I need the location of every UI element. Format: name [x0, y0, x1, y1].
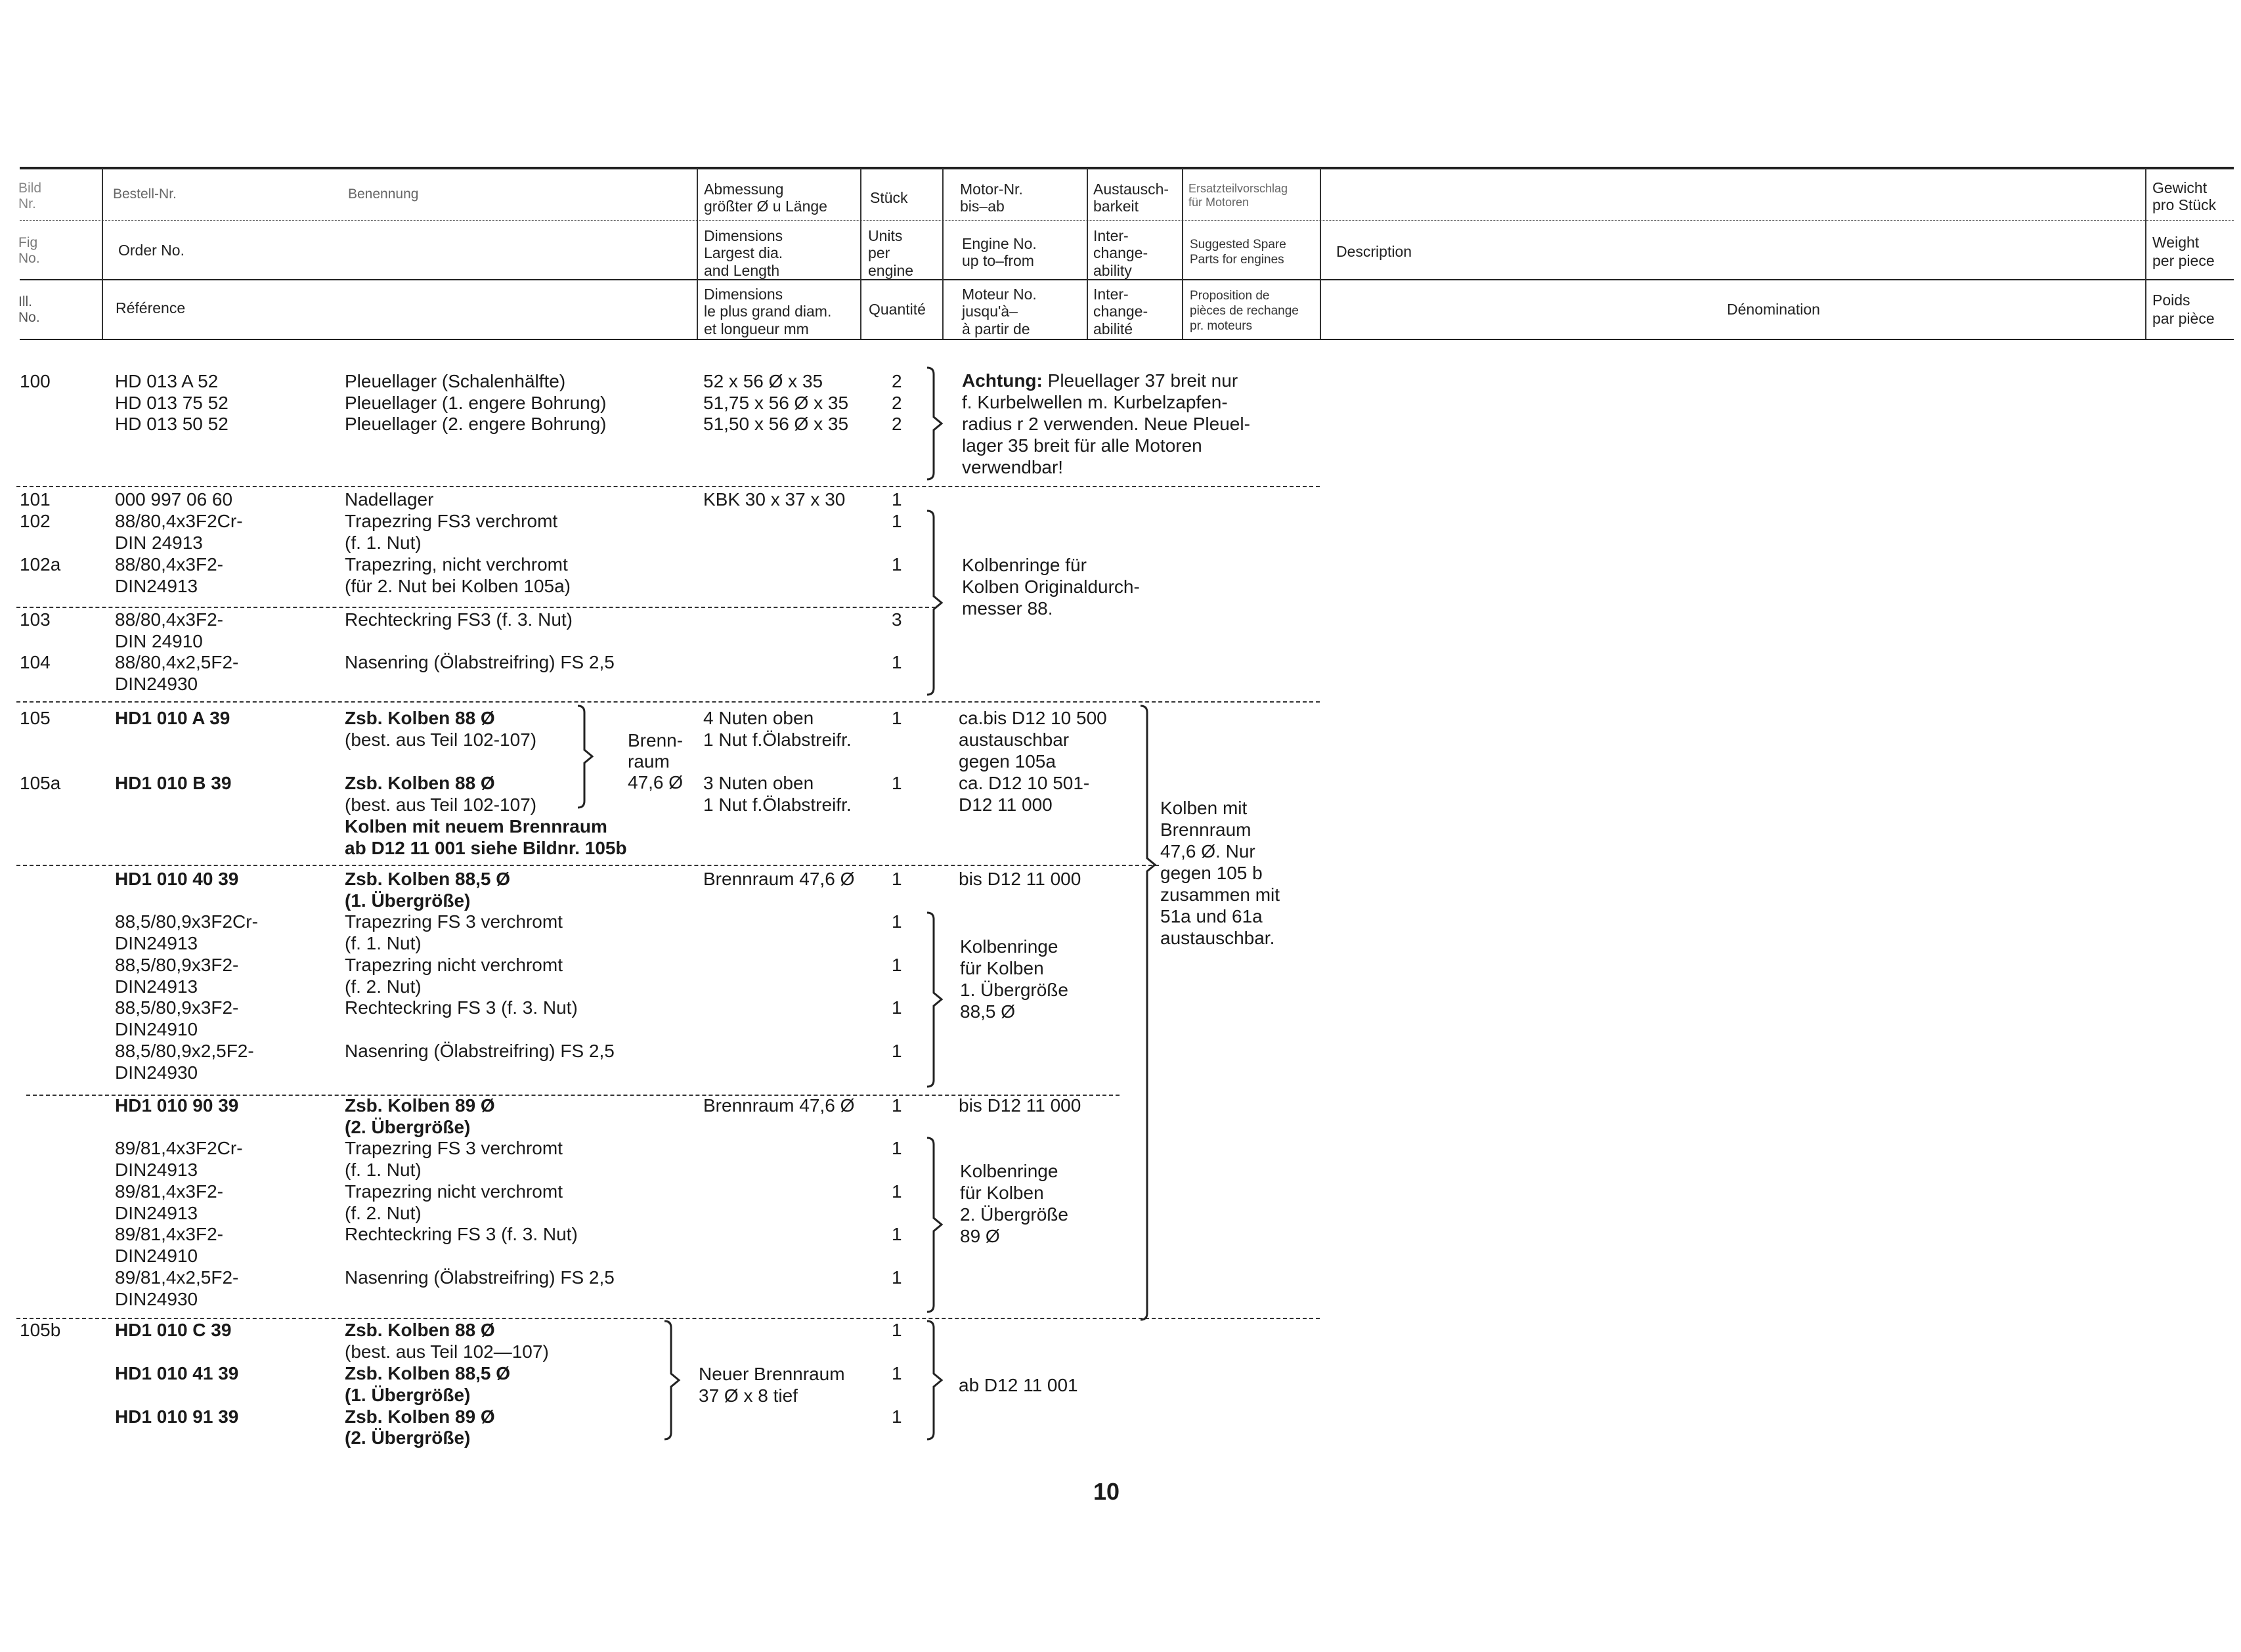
cell-name: Trapezring FS3 verchromt — [345, 511, 558, 531]
cell-name: (2. Übergröße) — [345, 1117, 471, 1137]
cell-fig: 105a — [20, 773, 61, 793]
cell-engine: gegen 105a — [959, 751, 1056, 772]
header-dims-en: Dimensions Largest dia. and Length — [704, 227, 783, 279]
cell-order: DIN24930 — [115, 674, 198, 694]
cell-order: DIN24910 — [115, 1019, 198, 1039]
cell-engine: bis D12 11 000 — [959, 869, 1081, 889]
cell-order: 88,5/80,9x3F2- — [115, 955, 239, 975]
cell-engine: D12 11 000 — [959, 794, 1053, 815]
note-line: 37 Ø x 8 tief — [699, 1385, 798, 1406]
header-col-divider — [1087, 168, 1088, 339]
cell-qty: 1 — [892, 708, 902, 728]
cell-dims: 51,50 x 56 Ø x 35 — [703, 414, 849, 434]
cell-order: HD1 010 A 39 — [115, 708, 230, 728]
cell-order: HD1 010 C 39 — [115, 1320, 232, 1340]
header-divider-1 — [20, 220, 2234, 221]
note-line: gegen 105 b — [1160, 863, 1263, 883]
bracket — [1139, 706, 1159, 1320]
cell-order: DIN 24913 — [115, 533, 203, 553]
cell-dims: 4 Nuten oben — [703, 708, 814, 728]
section-separator — [16, 607, 936, 608]
cell-fig: 105b — [20, 1320, 61, 1340]
header-weight-en: Weight per piece — [2152, 234, 2215, 269]
cell-fig: 101 — [20, 489, 51, 510]
cell-name: (f. 1. Nut) — [345, 933, 422, 953]
cell-qty: 3 — [892, 609, 902, 630]
cell-qty: 1 — [892, 1095, 902, 1116]
cell-qty: 2 — [892, 393, 902, 413]
cell-engine: bis D12 11 000 — [959, 1095, 1081, 1116]
cell-dims: 3 Nuten oben — [703, 773, 814, 793]
cell-name: (f. 1. Nut) — [345, 1160, 422, 1180]
cell-order: HD1 010 40 39 — [115, 869, 239, 889]
note-line: Brenn- — [628, 730, 684, 750]
header-fig-fr: Ill. No. — [18, 294, 40, 326]
cell-name: (1. Übergröße) — [345, 1385, 471, 1405]
cell-engine: ca. D12 10 501- — [959, 773, 1090, 793]
note-achtung — [962, 372, 1238, 390]
cell-order: 89/81,4x3F2- — [115, 1181, 223, 1202]
cell-order: DIN 24910 — [115, 631, 203, 651]
cell-order: DIN24913 — [115, 1203, 198, 1223]
cell-order: HD1 010 41 39 — [115, 1363, 239, 1383]
note-line: Kolbenringe — [960, 1161, 1058, 1181]
cell-order: 88/80,4x2,5F2- — [115, 652, 239, 672]
header-top-rule — [20, 167, 2234, 169]
note-achtung-text: Pleuellager 37 breit nur — [1042, 370, 1238, 391]
header-units-fr: Quantité — [869, 301, 926, 318]
cell-name: Trapezring FS 3 verchromt — [345, 911, 563, 932]
cell-qty: 1 — [892, 1267, 902, 1288]
cell-qty: 2 — [892, 414, 902, 434]
cell-order: DIN24913 — [115, 576, 198, 596]
bracket — [926, 368, 946, 479]
header-engine-fr: Moteur No. jusqu'à– à partir de — [962, 286, 1037, 337]
header-weight-fr: Poids par pièce — [2152, 292, 2215, 327]
note-line: 2. Übergröße — [960, 1204, 1068, 1225]
cell-name: (f. 2. Nut) — [345, 976, 422, 997]
cell-engine: ca.bis D12 10 500 — [959, 708, 1107, 728]
note-line: Kolbenringe — [960, 936, 1058, 957]
section-separator — [16, 701, 1320, 703]
cell-dims: Brennraum 47,6 Ø — [703, 869, 855, 889]
cell-order: 89/81,4x3F2Cr- — [115, 1138, 243, 1158]
cell-name: Nasenring (Ölabstreifring) FS 2,5 — [345, 652, 615, 672]
cell-qty: 1 — [892, 489, 902, 510]
note-line: Brennraum — [1160, 819, 1251, 840]
cell-name: Zsb. Kolben 89 Ø — [345, 1406, 495, 1427]
cell-qty: 1 — [892, 511, 902, 531]
note-line: 89 Ø — [960, 1226, 1000, 1246]
cell-order: 000 997 06 60 — [115, 489, 233, 510]
header-col-divider — [860, 168, 861, 339]
cell-name: Trapezring nicht verchromt — [345, 955, 563, 975]
cell-name: (1. Übergröße) — [345, 890, 471, 911]
cell-dims: 52 x 56 Ø x 35 — [703, 371, 823, 391]
note-line: f. Kurbelwellen m. Kurbelzapfen- — [962, 392, 1228, 412]
note-line: 47,6 Ø — [628, 772, 684, 793]
cell-order: HD1 010 91 39 — [115, 1406, 239, 1427]
note-line: Kolben mit — [1160, 798, 1248, 818]
note-line: Neuer Brennraum — [699, 1364, 845, 1384]
cell-order: HD1 010 B 39 — [115, 773, 232, 793]
cell-name: Pleuellager (1. engere Bohrung) — [345, 393, 607, 413]
cell-fig: 104 — [20, 652, 51, 672]
header-units-en: Units per engine — [868, 227, 914, 279]
section-separator — [16, 486, 1320, 487]
header-dims-fr: Dimensions le plus grand diam. et longueur mm — [704, 286, 832, 337]
header-fig-en: Fig No. — [18, 235, 40, 267]
header-bottom-rule — [20, 339, 2234, 340]
note-line: zusammen mit — [1160, 884, 1280, 905]
cell-qty: 2 — [892, 371, 902, 391]
cell-qty: 1 — [892, 1406, 902, 1427]
cell-order: 88/80,4x3F2- — [115, 609, 223, 630]
cell-name: Zsb. Kolben 89 Ø — [345, 1095, 495, 1116]
cell-qty: 1 — [892, 1041, 902, 1061]
cell-order: 88/80,4x3F2- — [115, 554, 223, 575]
cell-qty: 1 — [892, 1320, 902, 1340]
cell-qty: 1 — [892, 911, 902, 932]
cell-name: Nasenring (Ölabstreifring) FS 2,5 — [345, 1267, 615, 1288]
cell-order: HD 013 75 52 — [115, 393, 228, 413]
cell-dims: Brennraum 47,6 Ø — [703, 1095, 855, 1116]
note-line: Kolbenringe für — [962, 555, 1087, 575]
cell-fig: 105 — [20, 708, 51, 728]
header-inter-de: Austausch- barkeit — [1093, 181, 1169, 215]
cell-order: DIN24930 — [115, 1062, 198, 1083]
header-units-de: Stück — [870, 189, 908, 206]
cell-dims: 1 Nut f.Ölabstreifr. — [703, 729, 852, 750]
cell-order: 88,5/80,9x2,5F2- — [115, 1041, 254, 1061]
header-col-divider — [942, 168, 944, 339]
note-line: 47,6 Ø. Nur — [1160, 841, 1255, 861]
cell-qty: 1 — [892, 554, 902, 575]
cell-name: Zsb. Kolben 88 Ø — [345, 773, 495, 793]
note-line: radius r 2 verwenden. Neue Pleuel- — [962, 414, 1250, 434]
section-separator — [16, 1318, 1320, 1319]
header-col-divider — [1182, 168, 1183, 339]
header-col-divider — [2145, 168, 2146, 339]
note-line: 51a und 61a — [1160, 906, 1263, 926]
cell-name: Kolben mit neuem Brennraum — [345, 816, 607, 837]
cell-order: 89/81,4x2,5F2- — [115, 1267, 239, 1288]
header-name-de: Benennung — [348, 186, 419, 202]
cell-name: (f. 1. Nut) — [345, 533, 422, 553]
cell-name: (f. 2. Nut) — [345, 1203, 422, 1223]
cell-name: Rechteckring FS3 (f. 3. Nut) — [345, 609, 573, 630]
note-line: lager 35 breit für alle Motoren — [962, 435, 1202, 456]
cell-qty: 1 — [892, 1224, 902, 1244]
note-line: 88,5 Ø — [960, 1001, 1016, 1022]
cell-name: Trapezring nicht verchromt — [345, 1181, 563, 1202]
note-achtung-label: Achtung: — [962, 370, 1043, 391]
cell-order: 88,5/80,9x3F2- — [115, 997, 239, 1018]
cell-name: (best. aus Teil 102-107) — [345, 729, 537, 750]
cell-order: HD 013 50 52 — [115, 414, 228, 434]
cell-qty: 1 — [892, 997, 902, 1018]
header-col-divider — [697, 168, 698, 339]
bracket — [663, 1321, 683, 1439]
header-spare-de: Ersatzteilvorschlag für Motoren — [1188, 182, 1288, 209]
cell-fig: 102 — [20, 511, 51, 531]
header-denom-fr: Dénomination — [1727, 301, 1820, 318]
cell-name: (best. aus Teil 102—107) — [345, 1341, 549, 1362]
cell-name: Trapezring FS 3 verchromt — [345, 1138, 563, 1158]
bracket — [577, 706, 596, 808]
cell-fig: 102a — [20, 554, 61, 575]
cell-qty: 1 — [892, 1363, 902, 1383]
cell-name: Zsb. Kolben 88 Ø — [345, 1320, 495, 1340]
cell-name: (für 2. Nut bei Kolben 105a) — [345, 576, 571, 596]
cell-order: DIN24910 — [115, 1246, 198, 1266]
cell-name: (best. aus Teil 102-107) — [345, 794, 537, 815]
cell-fig: 100 — [20, 371, 51, 391]
header-order-en: Order No. — [118, 242, 185, 259]
cell-order: 89/81,4x3F2- — [115, 1224, 223, 1244]
cell-name: Zsb. Kolben 88,5 Ø — [345, 1363, 511, 1383]
cell-name: Pleuellager (Schalenhälfte) — [345, 371, 566, 391]
header-engine-en: Engine No. up to–from — [962, 235, 1037, 270]
cell-engine: austauschbar — [959, 729, 1070, 750]
cell-qty: 1 — [892, 869, 902, 889]
header-inter-en: Inter- change- ability — [1093, 227, 1148, 279]
note-ab-d12: ab D12 11 001 — [959, 1375, 1078, 1395]
header-order-de: Bestell-Nr. — [113, 186, 177, 202]
section-separator — [16, 865, 1159, 866]
cell-name: Pleuellager (2. engere Bohrung) — [345, 414, 607, 434]
bracket — [926, 913, 946, 1087]
header-col-divider — [102, 168, 103, 339]
section-separator — [26, 1095, 1120, 1096]
cell-name: Rechteckring FS 3 (f. 3. Nut) — [345, 1224, 578, 1244]
header-spare-en: Suggested Spare Parts for engines — [1190, 238, 1286, 267]
header-engine-de: Motor-Nr. bis–ab — [960, 181, 1023, 215]
header-desc-en: Description — [1336, 243, 1412, 260]
note-line: raum — [628, 751, 670, 772]
cell-name: ab D12 11 001 siehe Bildnr. 105b — [345, 838, 627, 858]
cell-order: DIN24930 — [115, 1289, 198, 1309]
cell-qty: 1 — [892, 652, 902, 672]
cell-qty: 1 — [892, 773, 902, 793]
header-dims-de: Abmessung größter Ø u Länge — [704, 181, 827, 215]
header-order-fr: Référence — [116, 299, 186, 316]
bracket — [926, 1321, 946, 1439]
note-line: für Kolben — [960, 1183, 1044, 1203]
cell-qty: 1 — [892, 1138, 902, 1158]
note-line: austauschbar. — [1160, 928, 1275, 948]
cell-dims: 51,75 x 56 Ø x 35 — [703, 393, 849, 413]
bracket — [926, 511, 946, 695]
cell-order: HD1 010 90 39 — [115, 1095, 239, 1116]
header-fig-de: Bild Nr. — [18, 181, 42, 212]
cell-name: Trapezring, nicht verchromt — [345, 554, 568, 575]
header-inter-fr: Inter- change- abilité — [1093, 286, 1148, 337]
header-weight-de: Gewicht pro Stück — [2152, 179, 2217, 214]
note-line: Kolben Originaldurch- — [962, 576, 1140, 597]
cell-order: 88,5/80,9x3F2Cr- — [115, 911, 258, 932]
cell-fig: 103 — [20, 609, 51, 630]
cell-name: Zsb. Kolben 88,5 Ø — [345, 869, 511, 889]
note-line: 1. Übergröße — [960, 980, 1068, 1000]
cell-dims: KBK 30 x 37 x 30 — [703, 489, 846, 510]
page-number: 10 — [1093, 1478, 1120, 1505]
cell-name: (2. Übergröße) — [345, 1427, 471, 1448]
note-line: für Kolben — [960, 958, 1044, 978]
cell-order: HD 013 A 52 — [115, 371, 219, 391]
cell-dims: 1 Nut f.Ölabstreifr. — [703, 794, 852, 815]
cell-qty: 1 — [892, 955, 902, 975]
cell-order: 88/80,4x3F2Cr- — [115, 511, 243, 531]
cell-name: Nasenring (Ölabstreifring) FS 2,5 — [345, 1041, 615, 1061]
note-line: verwendbar! — [962, 457, 1064, 477]
bracket — [926, 1138, 946, 1312]
cell-order: DIN24913 — [115, 933, 198, 953]
cell-qty: 1 — [892, 1181, 902, 1202]
cell-order: DIN24913 — [115, 976, 198, 997]
cell-name: Nadellager — [345, 489, 434, 510]
header-spare-fr: Proposition de pièces de rechange pr. moteurs — [1190, 289, 1299, 333]
cell-name: Zsb. Kolben 88 Ø — [345, 708, 495, 728]
cell-order: DIN24913 — [115, 1160, 198, 1180]
cell-name: Rechteckring FS 3 (f. 3. Nut) — [345, 997, 578, 1018]
header-col-divider — [1320, 168, 1321, 339]
note-line: messer 88. — [962, 598, 1053, 619]
